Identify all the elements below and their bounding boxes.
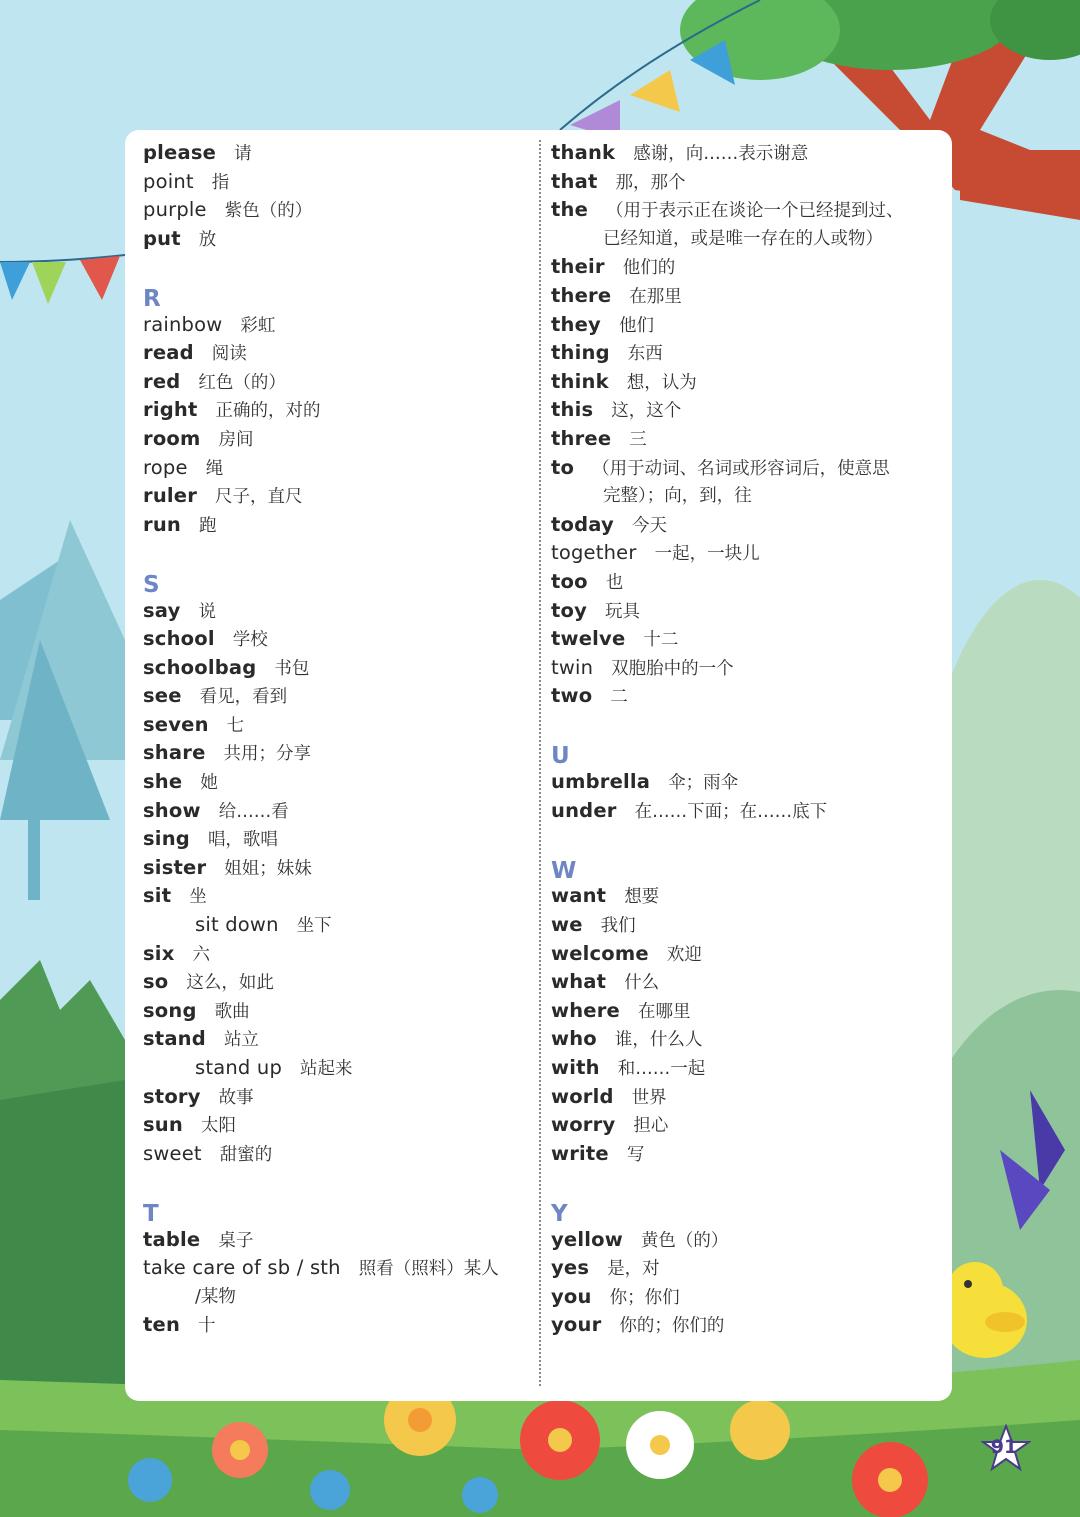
entry-word: thank	[551, 141, 616, 164]
entry-meaning: 紫色（的）	[224, 201, 313, 222]
entry-meaning: 他们的	[622, 258, 676, 279]
section-gap	[143, 253, 528, 282]
entry-meaning: 一起，一块儿	[654, 544, 760, 565]
glossary-entry	[551, 454, 943, 483]
glossary-entry	[551, 882, 943, 911]
glossary-left-column	[143, 139, 528, 1340]
entry-meaning: 三	[629, 429, 647, 450]
entry-meaning: 你；你们	[609, 1287, 680, 1308]
glossary-entry	[551, 797, 943, 826]
entry-word: that	[551, 169, 598, 193]
glossary-entry	[551, 940, 943, 969]
entry-meaning: （用于表示正在谈论一个已经提到过、	[606, 201, 904, 222]
section-gap	[551, 711, 943, 740]
entry-meaning: 书包	[274, 658, 310, 679]
entry-meaning: 和……一起	[617, 1059, 706, 1079]
entry-word: sweet	[143, 1141, 202, 1165]
entry-word: today	[551, 512, 614, 536]
entry-word: song	[143, 998, 197, 1022]
glossary-entry	[143, 1311, 528, 1340]
entry-word: stand	[143, 1027, 206, 1051]
glossary-entry	[143, 139, 528, 168]
glossary-entry	[551, 1254, 943, 1283]
entry-word: your	[551, 1313, 602, 1337]
entry-word: room	[143, 426, 201, 450]
entry-word: so	[143, 970, 169, 994]
entry-meaning: 玩具	[605, 601, 641, 622]
glossary-entry	[143, 425, 528, 454]
glossary-entry	[143, 1226, 528, 1255]
entry-meaning: 伞；雨伞	[668, 773, 739, 794]
entry-meaning: 桌子	[218, 1230, 254, 1251]
column-divider	[539, 140, 541, 1386]
entry-continuation: /某物	[195, 1286, 236, 1307]
entry-word: under	[551, 798, 617, 822]
glossary-entry	[143, 225, 528, 254]
glossary-entry	[551, 168, 943, 197]
entry-meaning: 共用；分享	[223, 744, 311, 765]
glossary-entry	[551, 654, 943, 683]
entry-meaning: 写	[626, 1144, 645, 1165]
entry-meaning: 姐姐；妹妹	[224, 858, 312, 879]
entry-meaning: 世界	[631, 1087, 667, 1108]
glossary-entry	[551, 511, 943, 540]
entry-meaning: 想要	[624, 887, 660, 908]
glossary-entry	[143, 825, 528, 854]
glossary-entry	[143, 940, 528, 969]
entry-word: toy	[551, 598, 588, 622]
entry-meaning: 阅读	[211, 344, 247, 365]
glossary-entry	[143, 768, 528, 797]
entry-meaning: 今天	[631, 515, 667, 536]
entry-word: to	[551, 455, 575, 479]
entry-meaning: 十	[198, 1316, 216, 1337]
entry-meaning: 七	[226, 715, 245, 736]
entry-word: write	[551, 1141, 609, 1165]
entry-meaning: 在那里	[629, 286, 682, 307]
glossary-right-column	[551, 139, 943, 1340]
glossary-entry	[143, 682, 528, 711]
entry-meaning: 坐下	[296, 916, 332, 937]
entry-meaning: 故事	[218, 1087, 254, 1108]
entry-word: there	[551, 283, 612, 307]
glossary-entry	[143, 654, 528, 683]
entry-meaning: 说	[198, 601, 216, 622]
glossary-entry	[551, 396, 943, 425]
glossary-entry	[143, 797, 528, 826]
entry-word: take care of sb / sth	[143, 1256, 341, 1280]
entry-meaning: 他们	[618, 315, 654, 336]
glossary-entry	[143, 739, 528, 768]
glossary-entry	[143, 311, 528, 340]
entry-word: world	[551, 1084, 614, 1108]
entry-meaning: 指	[211, 172, 230, 193]
entry-meaning: 甜蜜的	[219, 1144, 273, 1165]
glossary-entry	[143, 1025, 528, 1054]
glossary-entry	[551, 1083, 943, 1112]
glossary-entry	[143, 396, 528, 425]
glossary-entry	[551, 1140, 943, 1169]
glossary-entry	[143, 511, 528, 540]
entry-word: two	[551, 684, 593, 708]
entry-meaning: 唱，歌唱	[207, 830, 278, 851]
glossary-entry	[551, 597, 943, 626]
entry-word: point	[143, 169, 194, 193]
glossary-entry	[551, 139, 943, 168]
entry-word: too	[551, 569, 588, 593]
glossary-entry	[143, 711, 528, 740]
glossary-entry	[143, 368, 528, 397]
entry-meaning: 看见，看到	[199, 687, 288, 708]
entry-meaning: 十二	[643, 630, 679, 651]
glossary-entry	[143, 1283, 528, 1312]
glossary-entry	[551, 425, 943, 454]
entry-meaning: 双胞胎中的一个	[611, 658, 734, 679]
glossary-entry	[551, 282, 943, 311]
glossary-entry	[143, 625, 528, 654]
glossary-entry	[143, 454, 528, 483]
entry-meaning: 彩虹	[240, 315, 276, 336]
entry-word: the	[551, 198, 589, 222]
entry-word: umbrella	[551, 770, 651, 794]
glossary-entry	[551, 196, 943, 225]
entry-word: see	[143, 684, 182, 708]
glossary-entry	[551, 1111, 943, 1140]
entry-meaning: 你的；你们的	[619, 1316, 725, 1337]
entry-word: stand up	[195, 1056, 283, 1079]
entry-meaning: 那，那个	[615, 172, 686, 193]
entry-meaning: 谁，什么人	[614, 1030, 703, 1051]
entry-meaning: 欢迎	[666, 944, 702, 965]
glossary-entry	[551, 339, 943, 368]
entry-meaning: 这，这个	[611, 401, 682, 422]
glossary-entry	[551, 1025, 943, 1054]
entry-meaning: 在……下面；在……底下	[634, 801, 828, 822]
entry-word: sun	[143, 1113, 183, 1137]
entry-meaning: 红色（的）	[198, 372, 286, 393]
entry-word: want	[551, 884, 607, 908]
glossary-entry	[551, 1283, 943, 1312]
entry-word: run	[143, 512, 181, 536]
glossary-entry	[143, 482, 528, 511]
section-letter: U	[551, 743, 570, 770]
entry-word: six	[143, 941, 175, 965]
entry-word: table	[143, 1227, 201, 1251]
glossary-entry	[143, 854, 528, 883]
section-letter: S	[143, 571, 160, 598]
glossary-entry	[143, 1083, 528, 1112]
page-number: 91	[990, 1436, 1018, 1458]
glossary-entry	[551, 997, 943, 1026]
entry-meaning: 站起来	[300, 1059, 353, 1079]
entry-word: yellow	[551, 1227, 623, 1251]
entry-word: twin	[551, 655, 594, 679]
entry-word: twelve	[551, 627, 626, 651]
entry-word: thing	[551, 341, 610, 365]
section-letter: R	[143, 285, 161, 312]
glossary-entry	[551, 625, 943, 654]
glossary-entry	[551, 682, 943, 711]
entry-word: worry	[551, 1113, 616, 1137]
entry-word: sit down	[195, 913, 279, 937]
entry-meaning: 站立	[223, 1030, 259, 1051]
entry-word: put	[143, 226, 181, 250]
entry-word: right	[143, 398, 198, 422]
section-gap	[143, 539, 528, 568]
glossary-entry	[143, 196, 528, 225]
entry-meaning: 黄色（的）	[640, 1230, 729, 1251]
section-letter: W	[551, 857, 577, 884]
glossary-entry	[143, 1111, 528, 1140]
entry-meaning: 房间	[218, 429, 254, 450]
entry-word: they	[551, 312, 601, 336]
glossary-entry	[143, 168, 528, 197]
entry-word: share	[143, 741, 206, 765]
entry-continuation: 完整）；向，到，往	[603, 486, 752, 507]
entry-word: show	[143, 798, 201, 822]
entry-word: sing	[143, 827, 190, 851]
entry-word: sit	[143, 884, 172, 908]
entry-meaning: 坐	[189, 887, 207, 908]
entry-word: where	[551, 998, 620, 1022]
entry-meaning: 绳	[205, 458, 224, 479]
entry-word: with	[551, 1056, 600, 1079]
glossary-entry	[551, 368, 943, 397]
entry-meaning: 我们	[600, 916, 636, 937]
glossary-entry	[551, 1311, 943, 1340]
glossary-entry	[551, 568, 943, 597]
glossary-entry	[551, 1226, 943, 1255]
entry-word: sister	[143, 855, 207, 879]
glossary-entry	[551, 539, 943, 568]
entry-meaning: 是，对	[607, 1259, 660, 1280]
entry-meaning: 什么	[624, 973, 660, 994]
entry-meaning: 给……看	[218, 801, 289, 822]
glossary-entry	[551, 225, 943, 254]
entry-word: story	[143, 1084, 201, 1108]
glossary-entry	[143, 911, 528, 940]
entry-word: say	[143, 598, 181, 622]
entry-meaning: 请	[234, 144, 252, 164]
entry-meaning: 歌曲	[214, 1001, 250, 1022]
entry-word: together	[551, 541, 637, 565]
entry-meaning: 跑	[198, 515, 217, 536]
entry-meaning: 她	[200, 773, 218, 794]
glossary-entry	[551, 768, 943, 797]
entry-word: schoolbag	[143, 655, 257, 679]
glossary-entry	[143, 597, 528, 626]
section-gap	[551, 1168, 943, 1197]
glossary-entry	[143, 1054, 528, 1083]
entry-word: ten	[143, 1313, 181, 1337]
entry-word: who	[551, 1027, 597, 1051]
entry-word: ruler	[143, 484, 198, 508]
section-letter: Y	[551, 1200, 568, 1227]
entry-meaning: 担心	[633, 1116, 669, 1137]
glossary-entry	[551, 968, 943, 997]
glossary-entry	[551, 311, 943, 340]
entry-meaning: 二	[610, 687, 628, 708]
entry-word: welcome	[551, 941, 649, 965]
glossary-entry	[143, 882, 528, 911]
glossary-entry	[143, 339, 528, 368]
entry-meaning: 太阳	[200, 1116, 236, 1137]
entry-word: seven	[143, 712, 209, 736]
entry-meaning: 这么，如此	[186, 973, 274, 994]
glossary-entry	[143, 1254, 528, 1283]
entry-word: we	[551, 913, 583, 937]
entry-meaning: 感谢，向……表示谢意	[633, 144, 809, 164]
entry-word: think	[551, 369, 609, 393]
entry-continuation: 已经知道，或是唯一存在的人或物）	[603, 228, 883, 249]
section-gap	[551, 825, 943, 854]
glossary-entry	[143, 997, 528, 1026]
entry-meaning: 东西	[627, 344, 663, 365]
entry-word: she	[143, 770, 183, 794]
glossary-entry	[551, 482, 943, 511]
section-letter: T	[143, 1200, 159, 1227]
entry-meaning: 也	[605, 572, 624, 593]
section-gap	[143, 1168, 528, 1197]
entry-meaning: 尺子，直尺	[215, 487, 303, 508]
entry-word: yes	[551, 1256, 590, 1280]
entry-word: rainbow	[143, 312, 223, 336]
entry-word: read	[143, 341, 194, 365]
entry-word: red	[143, 369, 181, 393]
entry-meaning: 想，认为	[626, 372, 697, 393]
entry-word: you	[551, 1284, 592, 1308]
entry-word: school	[143, 627, 215, 651]
entry-meaning: 正确的，对的	[215, 401, 321, 422]
entry-meaning: 在哪里	[637, 1001, 691, 1022]
glossary-entry	[551, 253, 943, 282]
entry-meaning: 照看（照料）某人	[358, 1259, 499, 1280]
entry-word: their	[551, 255, 605, 279]
entry-meaning: 放	[198, 229, 217, 250]
entry-word: please	[143, 141, 217, 164]
entry-meaning: 六	[192, 944, 210, 965]
entry-word: what	[551, 970, 607, 994]
glossary-entry	[551, 911, 943, 940]
entry-word: three	[551, 426, 612, 450]
entry-word: purple	[143, 198, 207, 222]
entry-word: rope	[143, 455, 188, 479]
entry-word: this	[551, 398, 594, 422]
entry-meaning: 学校	[232, 630, 268, 651]
glossary-entry	[143, 1140, 528, 1169]
entry-meaning: （用于动词、名词或形容词后，使意思	[592, 458, 890, 479]
glossary-entry	[143, 968, 528, 997]
glossary-entry	[551, 1054, 943, 1083]
